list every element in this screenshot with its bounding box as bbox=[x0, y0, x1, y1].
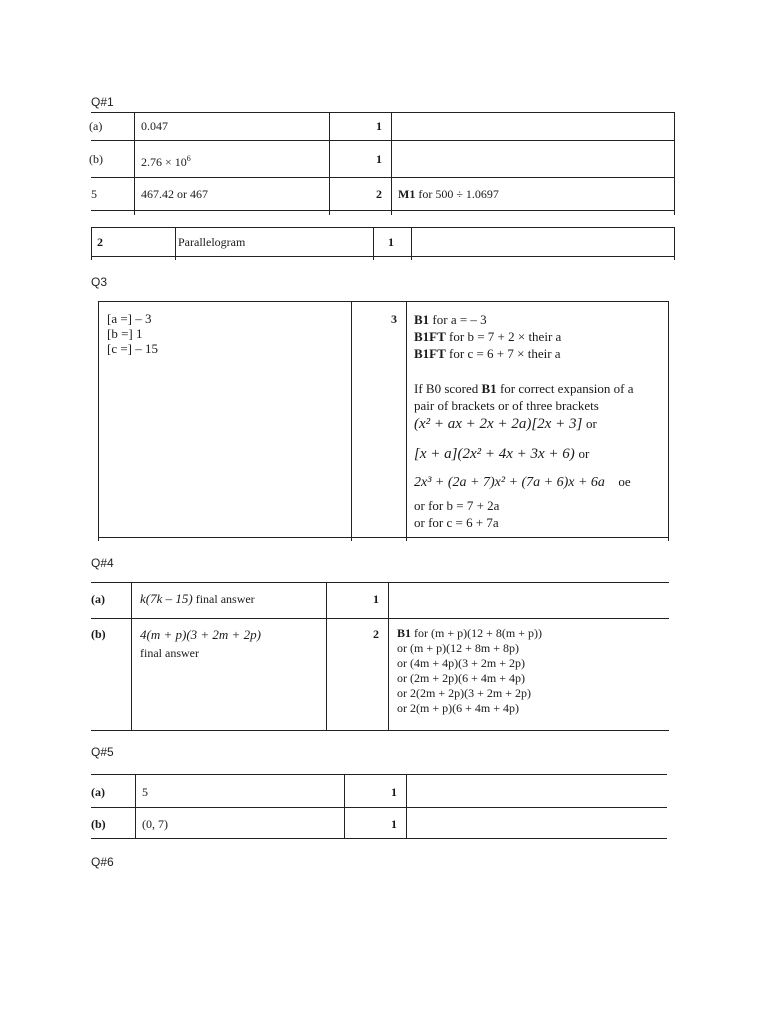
q5-label: Q#5 bbox=[91, 745, 114, 759]
expression: (x² + ax + 2x + 2a)[2x + 3] or bbox=[414, 416, 597, 432]
expression: 2x³ + (2a + 7)x² + (7a + 6)x + 6a oe bbox=[414, 474, 631, 490]
answer-text: 467.42 or 467 bbox=[141, 187, 208, 201]
part-label: (b) bbox=[89, 152, 103, 166]
q4-label: Q#4 bbox=[91, 556, 114, 570]
part-label: (a) bbox=[91, 592, 105, 606]
notes-text: or for b = 7 + 2a or for c = 6 + 7a bbox=[414, 498, 500, 530]
mark-value: 1 bbox=[373, 592, 379, 606]
answer-text: $2.76 \times 10^6$ bbox=[141, 154, 191, 169]
answer-text: (0, 7) bbox=[142, 817, 168, 831]
mark-value: 1 bbox=[376, 152, 382, 166]
notes-text: B1 for (m + p)(12 + 8(m + p)) or (m + p)(12 + 8m + 8p) or (4m + 4p)(3 + 2m + 2p) or (2m + 2p)(6 + 4m + 4p) or 2(2m + 2p)(3 + 2m + 2p) or 2(m + p)(6 + 4m + 4p) bbox=[397, 626, 542, 715]
mark-value: 2 bbox=[373, 627, 379, 641]
part-label: (b) bbox=[91, 817, 106, 831]
q3-label: Q3 bbox=[91, 275, 108, 289]
part-label: 2 bbox=[97, 235, 103, 249]
part-label: (a) bbox=[89, 119, 103, 133]
part-label: (a) bbox=[91, 785, 105, 799]
answer-text: Parallelogram bbox=[178, 235, 246, 249]
mark-value: 1 bbox=[388, 235, 394, 249]
mark-value: 1 bbox=[391, 817, 397, 831]
answer-text: 5 bbox=[142, 785, 148, 799]
answer-text: 0.047 bbox=[141, 119, 168, 133]
mark-value: 1 bbox=[376, 119, 382, 133]
part-label: 5 bbox=[91, 187, 97, 201]
mark-value: 1 bbox=[391, 785, 397, 799]
answer-text: 4(m + p)(3 + 2m + 2p) final answer bbox=[140, 627, 261, 660]
answer-text: [a =] – 3 [b =] 1 [c =] – 15 bbox=[107, 311, 159, 356]
mark-value: 3 bbox=[391, 312, 397, 326]
part-label: (b) bbox=[91, 627, 106, 641]
mark-value: 2 bbox=[376, 187, 382, 201]
expression: [x + a](2x² + 4x + 3x + 6) or bbox=[414, 446, 590, 462]
notes-text: B1 for a = – 3 B1FT for b = 7 + 2 × their a B1FT for c = 6 + 7 × their a bbox=[414, 312, 562, 361]
q6-label: Q#6 bbox=[91, 855, 114, 869]
answer-text: k(7k – 15) final answer bbox=[140, 591, 255, 606]
notes-text: If B0 scored B1 for correct expansion of a pair of brackets or of three brackets bbox=[414, 381, 634, 413]
notes-text: M1 for 500 ÷ 1.0697 bbox=[398, 187, 499, 201]
q1-label: Q#1 bbox=[91, 95, 114, 109]
